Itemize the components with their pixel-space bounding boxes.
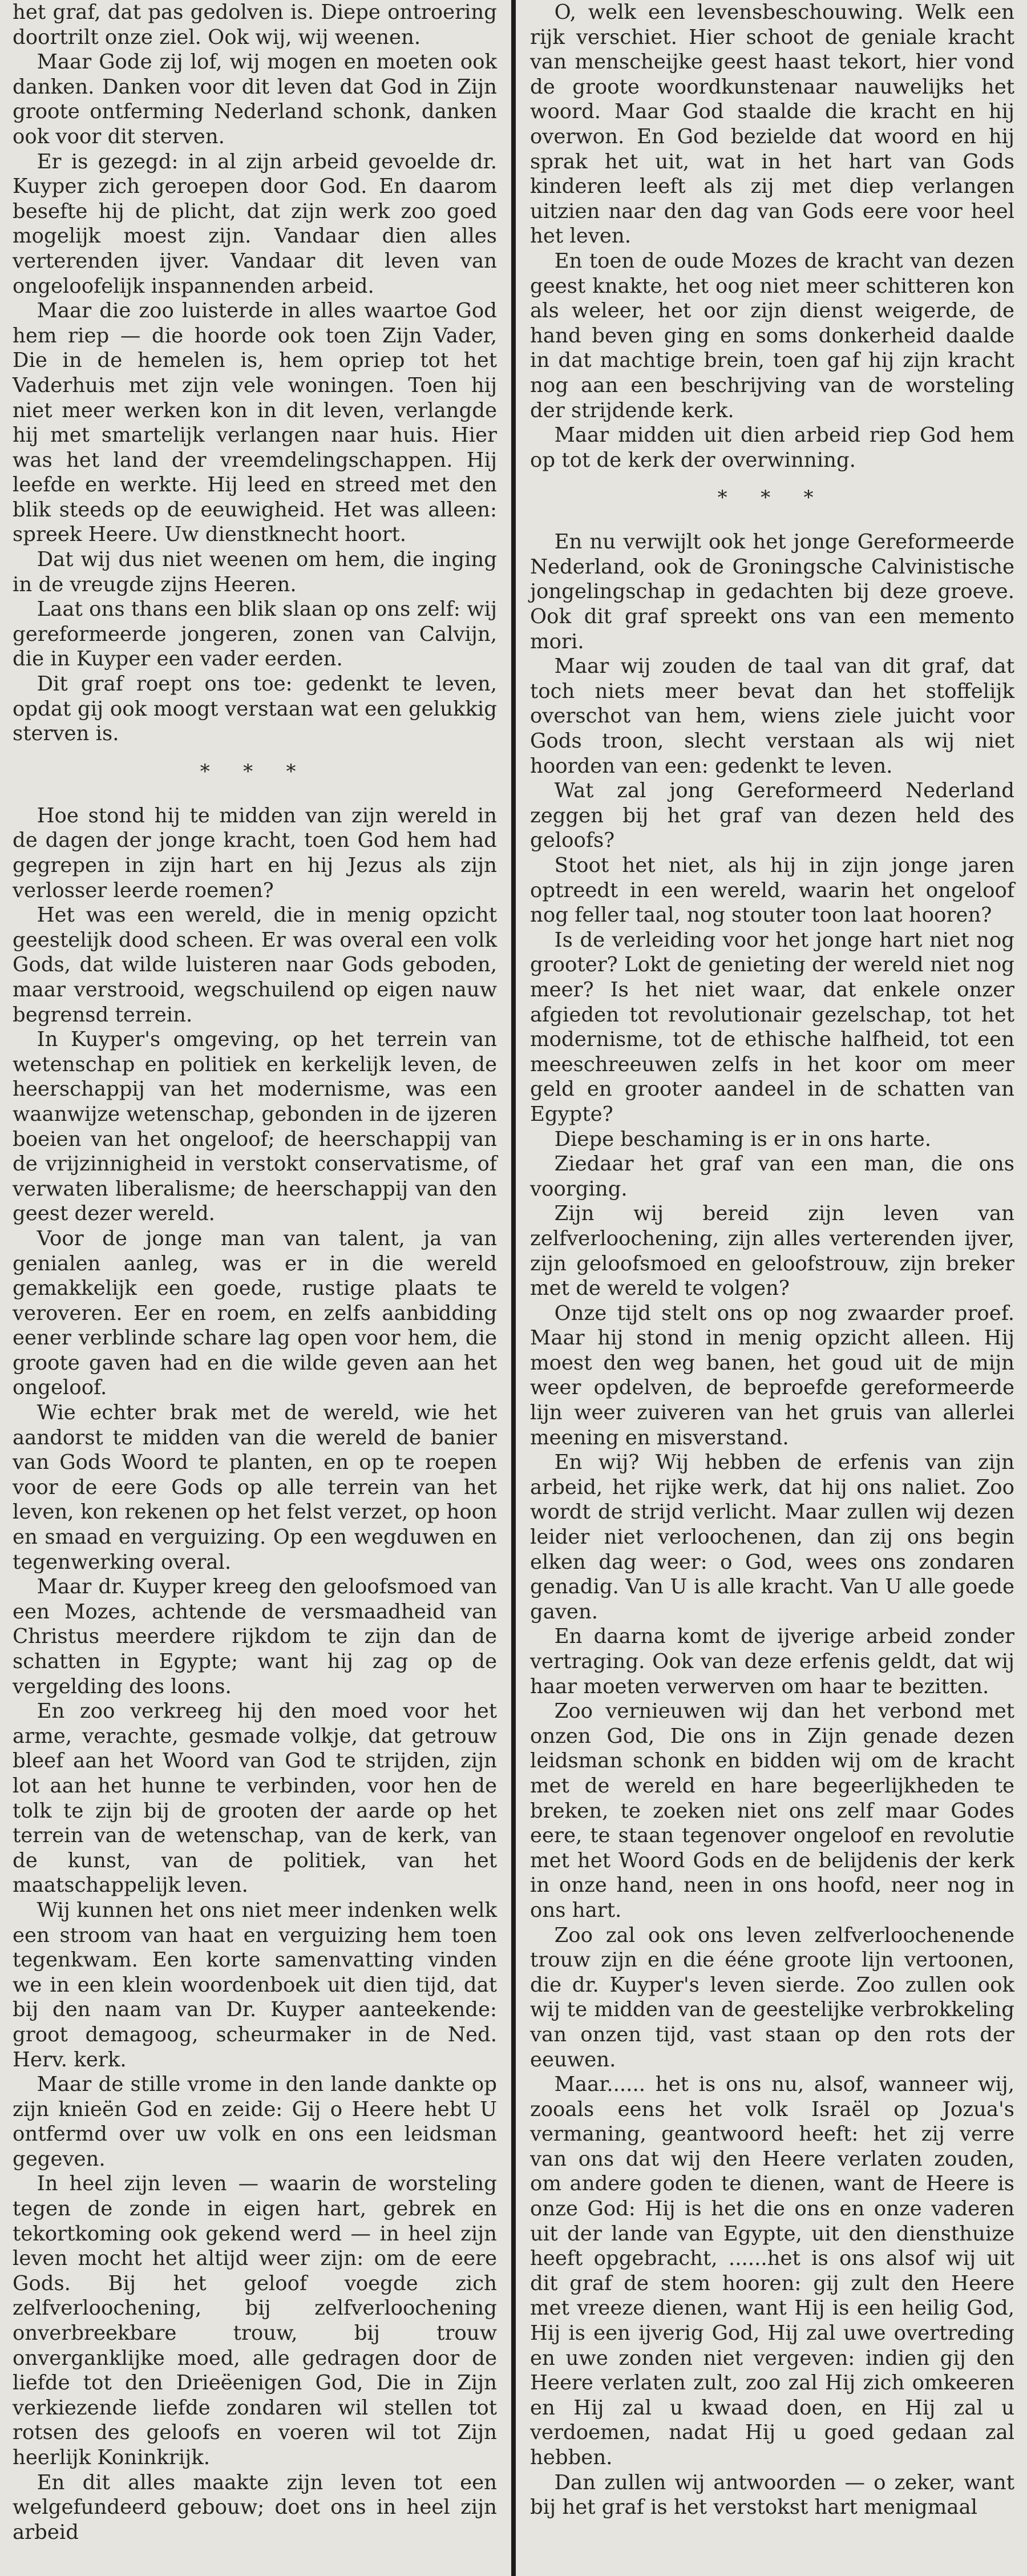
paragraph: Zoo zal ook ons leven zelfverloochenende trouw zijn en die ééne groote lijn vertoonen, die dr. Kuyper's leven sierde. Zoo zullen ook wij te midden van de geestelijke verbrokkeling van onzen tijd, vast staan op den rots der eeuwen.	[529, 1923, 1014, 2072]
paragraph: Stoot het niet, als hij in zijn jonge jaren optreedt in een wereld, waarin het ongeloof nog feller taal, nog stouter toon laat hooren?	[529, 854, 1014, 927]
paragraph: En nu verwijlt ook het jonge Gereformeerde Nederland, ook de Groningsche Calvinistische jongelingschap in gedachten bij deze groeve. Ook dit graf spreekt ons van een memento mori.	[529, 530, 1014, 653]
paragraph: Dat wij dus niet weenen om hem, die inging in de vreugde zijns Heeren.	[13, 548, 497, 596]
left-section-2	[13, 804, 497, 2545]
paragraph: En wij? Wij hebben de erfenis van zijn arbeid, het rijke werk, dat hij ons naliet. Zoo wordt de strijd verlicht. Maar zullen wij dezen leider niet verloochenen, dan zij ons begin elken dag weer: o God, wees ons zondaren genadig. Van U is alle kracht. Van U alle goede gaven.	[529, 1451, 1014, 1624]
paragraph: het graf, dat pas gedolven is. Diepe ontroering doortrilt onze ziel. Ook wij, wij weenen.	[13, 1, 497, 49]
section-divider: * * *	[200, 760, 310, 783]
paragraph: Maar Gode zij lof, wij mogen en moeten ook danken. Danken voor dit leven dat God in Zijn groote ontferming Nederland schonk, danken ook voor dit sterven.	[13, 50, 497, 148]
paragraph: Laat ons thans een blik slaan op ons zelf: wij gereformeerde jongeren, zonen van Calvijn, die in Kuyper een vader eerden.	[13, 597, 497, 671]
paragraph: Zijn wij bereid zijn leven van zelfverloochening, zijn alles verterenden ijver, zijn geloofsmoed en geloofstrouw, zijn breker met de wereld te volgen?	[529, 1202, 1014, 1301]
article-columns	[9, 0, 1018, 2576]
paragraph: Hoe stond hij te midden van zijn wereld in de dagen der jonge kracht, toen God hem had gegrepen in zijn hart en hij Jezus als zijn verlosser leerde roemen?	[13, 804, 497, 902]
paragraph: Maar dr. Kuyper kreeg den geloofsmoed van een Mozes, achtende de versmaadheid van Christus meerdere rijkdom te zijn dan de schatten in Egypte; want hij zag op de vergelding des loons.	[13, 1575, 497, 1698]
paragraph: Ziedaar het graf van een man, die ons voorging.	[529, 1152, 1014, 1201]
paragraph: In heel zijn leven — waarin de worsteling tegen de zonde in eigen hart, gebrek en tekortkoming ook gekend werd — in heel zijn leven mocht het altijd weer zijn: om de eere Gods. Bij het geloof voegde zich zelfverloochening, bij zelfverloochening onverbreekbare trouw, bij trouw onverganklijke moed, alle gedragen door de liefde tot den Drieëenigen God, Die in Zijn verkiezende liefde zondaren wil stellen tot rotsen des geloofs en voeren wil tot Zijn heerlijk Koninkrijk.	[13, 2172, 497, 2469]
paragraph: En toen de oude Mozes de kracht van dezen geest knakte, het oog niet meer schitteren kon als weleer, het oor zijn dienst weigerde, de hand beven ging en soms donkerheid daalde in dat machtige brein, toen gaf hij zijn kracht nog aan een beschrijving van de worsteling der strijdende kerk.	[529, 249, 1014, 422]
paragraph: Wie echter brak met de wereld, wie het aandorst te midden van die wereld de banier van Gods Woord te planten, en op te roepen voor de eere Gods op alle terrein van het leven, kon rekenen op het felst verzet, op hoon en smaad en verguizing. Op een wegduwen en tegenwerking overal.	[13, 1401, 497, 1574]
left-column	[9, 0, 510, 2576]
paragraph: Dan zullen wij antwoorden — o zeker, want bij het graf is het verstokst hart menigmaal	[529, 2470, 1014, 2520]
right-section-2	[530, 530, 1014, 2520]
paragraph: Diepe beschaming is er in ons harte.	[554, 1127, 932, 1151]
left-section-1	[13, 0, 497, 746]
paragraph: Maar...... het is ons nu, alsof, wanneer wij, zooals eens het volk Israël op Jozua's vermaning, geantwoord heeft: het zij verre van ons dat wij den Heere verlaten zouden, om andere goden te dienen, want de Heere is onze God: Hij is het die ons en onze vaderen uit der lande van Egypte, uit den diensthuize heeft opgebracht, ......het is ons alsof wij uit dit graf de stem hooren: gij zult den Heere met vreeze dienen, want Hij is een heilig God, Hij is een ijverig God, Hij zal uwe overtreding en uwe zonden niet vergeven: indien gij den Heere verlaten zult, zoo zal Hij zich omkeeren en Hij zal u kwaad doen, en Hij zal u verdoemen, nadat Hij u goed gedaan zal hebben.	[529, 2073, 1014, 2469]
paragraph: Maar de stille vrome in den lande dankte op zijn knieën God en zeide: Gij o Heere hebt U ontfermd over uw volk en ons een leidsman gegeven.	[13, 2073, 497, 2171]
right-section-1	[530, 0, 1014, 473]
paragraph: Er is gezegd: in al zijn arbeid gevoelde dr. Kuyper zich geroepen door God. En daarom besefte hij de plicht, dat zijn werk zoo goed mogelijk moest zijn. Vandaar dien alles verterenden ijver. Vandaar dit leven van ongeloofelijk inspannenden arbeid.	[13, 150, 497, 298]
section-divider: * * *	[717, 486, 827, 510]
paragraph: En daarna komt de ijverige arbeid zonder vertraging. Ook van deze erfenis geldt, dat wij haar moeten verwerven om haar te bezitten.	[529, 1625, 1014, 1698]
paragraph: Dit graf roept ons toe: gedenkt te leven, opdat gij ook moogt verstaan wat een gelukkig sterven is.	[13, 672, 497, 746]
column-rule	[511, 0, 516, 2576]
right-column	[517, 0, 1018, 2576]
paragraph: Onze tijd stelt ons op nog zwaarder proef. Maar hij stond in menig opzicht alleen. Hij moest den weg banen, het goud uit de mijn weer opdelven, de beproefde gereformeerde lijn weer zuiveren van het gruis van allerlei meening en misverstand.	[529, 1301, 1014, 1449]
paragraph: Maar die zoo luisterde in alles waartoe God hem riep — die hoorde ook toen Zijn Vader, Die in de hemelen is, hem opriep tot het Vaderhuis met zijn vele woningen. Toen hij niet meer werken kon in dit leven, verlangde hij met smartelijk verlangen naar huis. Hier was het land der vreemdelingschappen. Hij leefde en werkte. Hij leed en streed met den blik steeds op de eeuwigheid. Het was alleen: spreek Heere. Uw dienstknecht hoort.	[13, 299, 497, 547]
paragraph: O, welk een levensbeschouwing. Welk een rijk verschiet. Hier schoot de geniale kracht van menscheijke geest haast tekort, hier vond de groote woordkunstenaar nauwelijks het woord. Maar God staalde die kracht en hij overwon. En God bezielde dat woord en hij sprak het uit, wat in het hart van Gods kinderen leeft als zij met diep verlangen uitzien naar den dag van Gods eere voor heel het leven.	[529, 1, 1014, 248]
paragraph: En zoo verkreeg hij den moed voor het arme, verachte, gesmade volkje, dat getrouw bleef aan het Woord van God te strijden, zijn lot aan het hunne te verbinden, voor hen de tolk te zijn bij de grooten der aarde op het terrein van de wetenschap, van de kerk, van de kunst, van de politiek, van het maatschappelijk leven.	[13, 1699, 497, 1897]
paragraph: Wat zal jong Gereformeerd Nederland zeggen bij het graf van dezen held des geloofs?	[529, 779, 1014, 853]
paragraph: Voor de jonge man van talent, ja van genialen aanleg, was er in die wereld gemakkelijk een goede, rustige plaats te veroveren. Eer en roem, en zelfs aanbidding eener verblinde schare lag open voor hem, die groote gaven had en die wilde geven aan het ongeloof.	[13, 1226, 497, 1400]
paragraph: In Kuyper's omgeving, op het terrein van wetenschap en politiek en kerkelijk leven, de heerschappij van het modernisme, was een waanwijze wetenschap, gebonden in de ijzeren boeien van het ongeloof; de heerschappij van de vrijzinnigheid in verstokt conservatisme, of verwaten liberalisme; de heerschappij van den geest dezer wereld.	[13, 1028, 497, 1226]
paragraph: Is de verleiding voor het jonge hart niet nog grooter? Lokt de genieting der wereld niet nog meer? Is het niet waar, dat enkele onzer afgieden tot revolutionair gezelschap, tot het modernisme, tot de ethische halfheid, tot een meeschreeuwen zelfs in het koor om meer geld en grooter aandeel in de schatten van Egypte?	[529, 928, 1014, 1126]
paragraph: Het was een wereld, die in menig opzicht geestelijk dood scheen. Er was overal een volk Gods, dat wilde luisteren naar Gods geboden, maar verstrooid, wegschuilend op eigen nauw begrensd terrein.	[13, 903, 497, 1027]
paragraph: En dit alles maakte zijn leven tot een welgefundeerd gebouw; doet ons in heel zijn arbeid	[13, 2470, 497, 2544]
paragraph: Maar midden uit dien arbeid riep God hem op tot de kerk der overwinning.	[529, 423, 1014, 472]
paragraph: Zoo vernieuwen wij dan het verbond met onzen God, Die ons in Zijn genade dezen leidsman schonk en bidden wij om de kracht met de wereld en hare begeerlijkheden te breken, te zoeken niet ons zelf maar Godes eere, te staan tegenover ongeloof en revolutie met het Woord Gods en de belijdenis der kerk in onze hand, neen in ons hoofd, neer nog in ons hart.	[529, 1699, 1014, 1922]
paragraph: Wij kunnen het ons niet meer indenken welk een stroom van haat en verguizing hem toen tegenkwam. Een korte samenvatting vinden we in een klein woordenboek uit dien tijd, dat bij den naam van Dr. Kuyper aanteekende: groot demagoog, scheurmaker in de Ned. Herv. kerk.	[13, 1898, 497, 2072]
paragraph: Maar wij zouden de taal van dit graf, dat toch niets meer bevat dan het stoffelijk overschot van hem, wiens ziele juicht voor Gods troon, slecht verstaan als wij niet hoorden van een: gedenkt te leven.	[529, 655, 1014, 778]
